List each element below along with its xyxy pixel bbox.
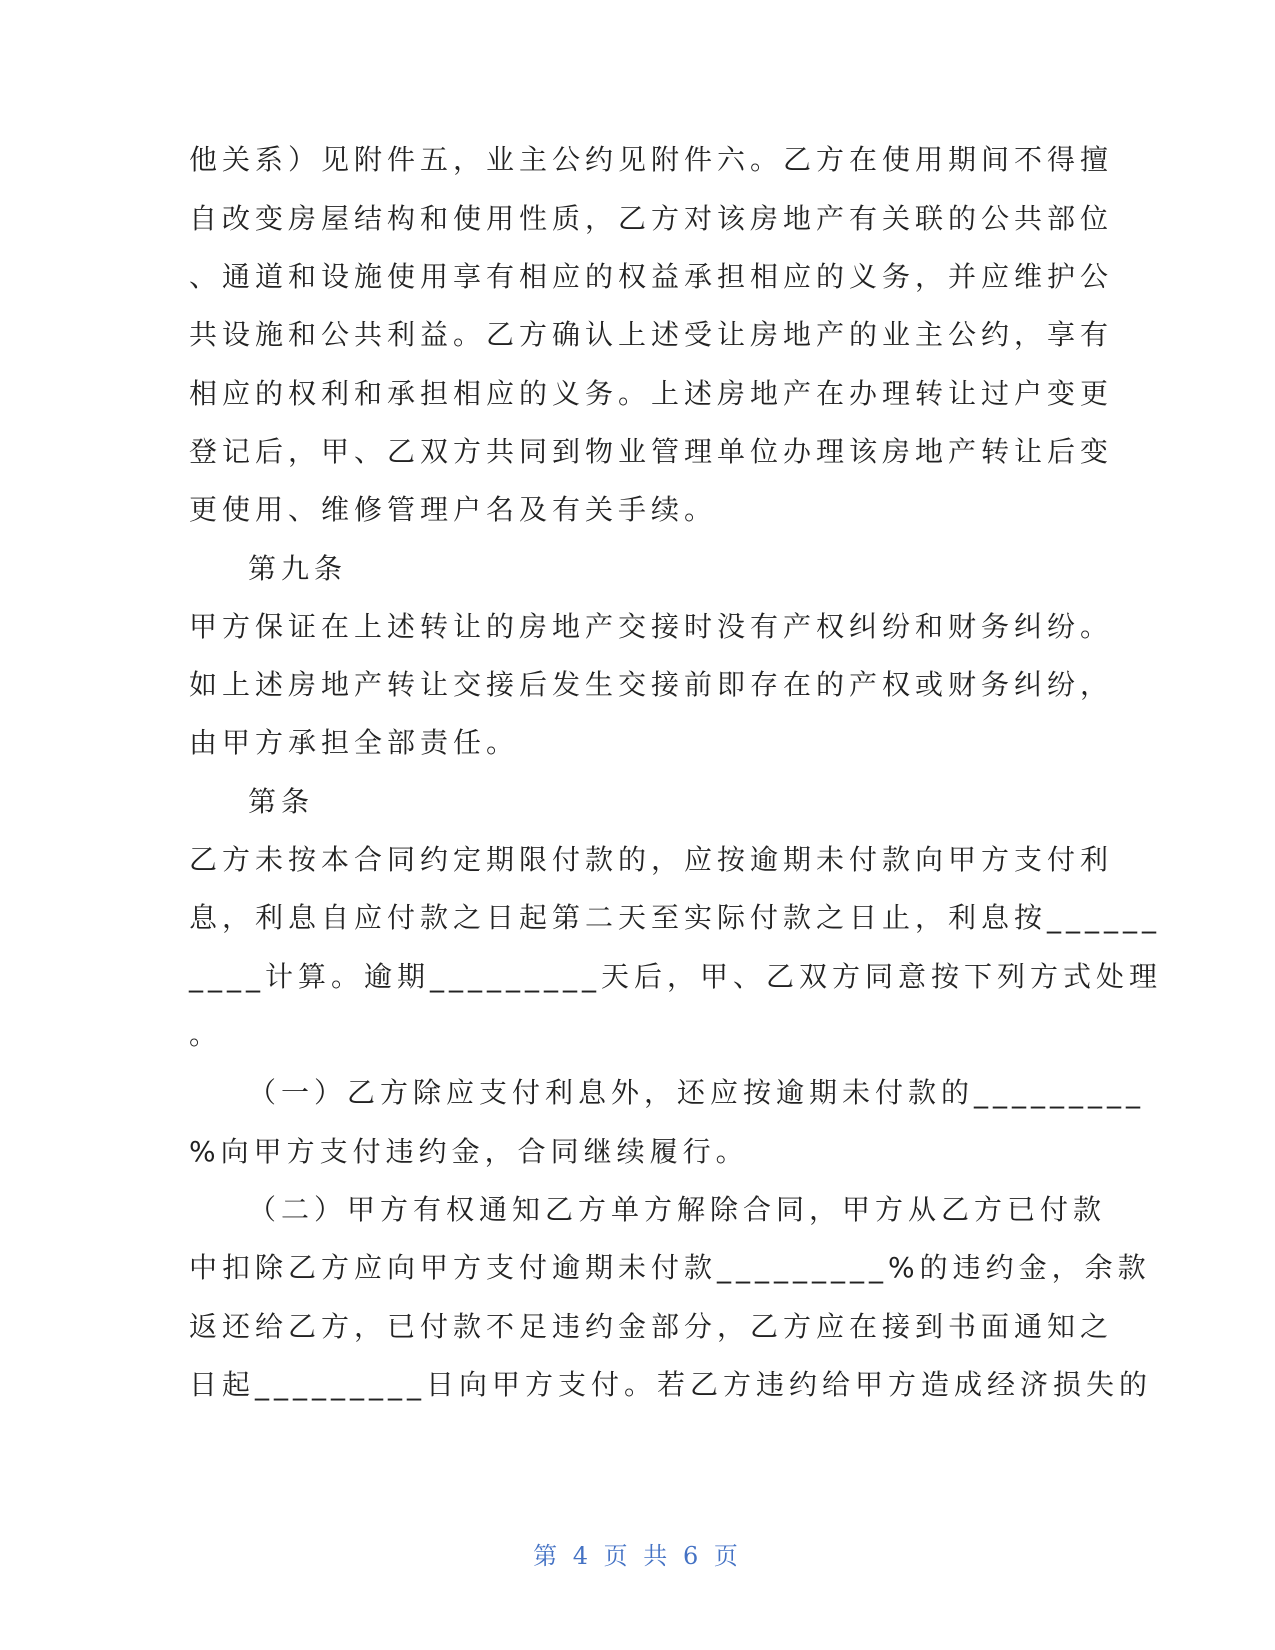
article-heading: 第九条 <box>248 552 348 585</box>
text-line: 登记后，甲、乙双方共同到物业管理单位办理该房地产转让后变 <box>189 435 1114 468</box>
text-line: 更使用、维修管理户名及有关手续。 <box>189 493 718 526</box>
text-line: %向甲方支付违约金，合同继续履行。 <box>189 1135 749 1168</box>
text-line: 自改变房屋结构和使用性质，乙方对该房地产有关联的公共部位 <box>189 202 1114 235</box>
text-line: 日起_________日向甲方支付。若乙方违约给甲方造成经济损失的 <box>189 1368 1153 1401</box>
text-line: 中扣除乙方应向甲方支付逾期未付款_________%的违约金，余款 <box>189 1251 1151 1284</box>
page-number-footer: 第 4 页 共 6 页 <box>533 1542 742 1570</box>
article-heading: 第条 <box>248 785 315 818</box>
text-line: 、通道和设施使用享有相应的权益承担相应的义务，并应维护公 <box>189 260 1114 293</box>
text-line: 由甲方承担全部责任。 <box>189 726 520 759</box>
text-line: 甲方保证在上述转让的房地产交接时没有产权纠纷和财务纠纷。 <box>189 610 1114 643</box>
text-line: （二）甲方有权通知乙方单方解除合同，甲方从乙方已付款 <box>248 1193 1107 1226</box>
text-line: （一）乙方除应支付利息外，还应按逾期未付款的_________ <box>248 1076 1146 1109</box>
text-line: 息，利息自应付款之日起第二天至实际付款之日止，利息按______ <box>189 901 1162 934</box>
text-line: 。 <box>189 1018 223 1051</box>
text-line: 如上述房地产转让交接后发生交接前即存在的产权或财务纠纷， <box>189 668 1114 701</box>
text-line: 共设施和公共利益。乙方确认上述受让房地产的业主公约，享有 <box>189 318 1114 351</box>
text-line: 相应的权利和承担相应的义务。上述房地产在办理转让过户变更 <box>189 377 1114 410</box>
text-line: 他关系）见附件五，业主公约见附件六。乙方在使用期间不得擅 <box>189 143 1114 176</box>
text-line: ____计算。逾期_________天后，甲、乙双方同意按下列方式处理 <box>189 960 1163 993</box>
text-line: 乙方未按本合同约定期限付款的，应按逾期未付款向甲方支付利 <box>189 843 1114 876</box>
text-line: 返还给乙方，已付款不足违约金部分，乙方应在接到书面通知之 <box>189 1310 1114 1343</box>
